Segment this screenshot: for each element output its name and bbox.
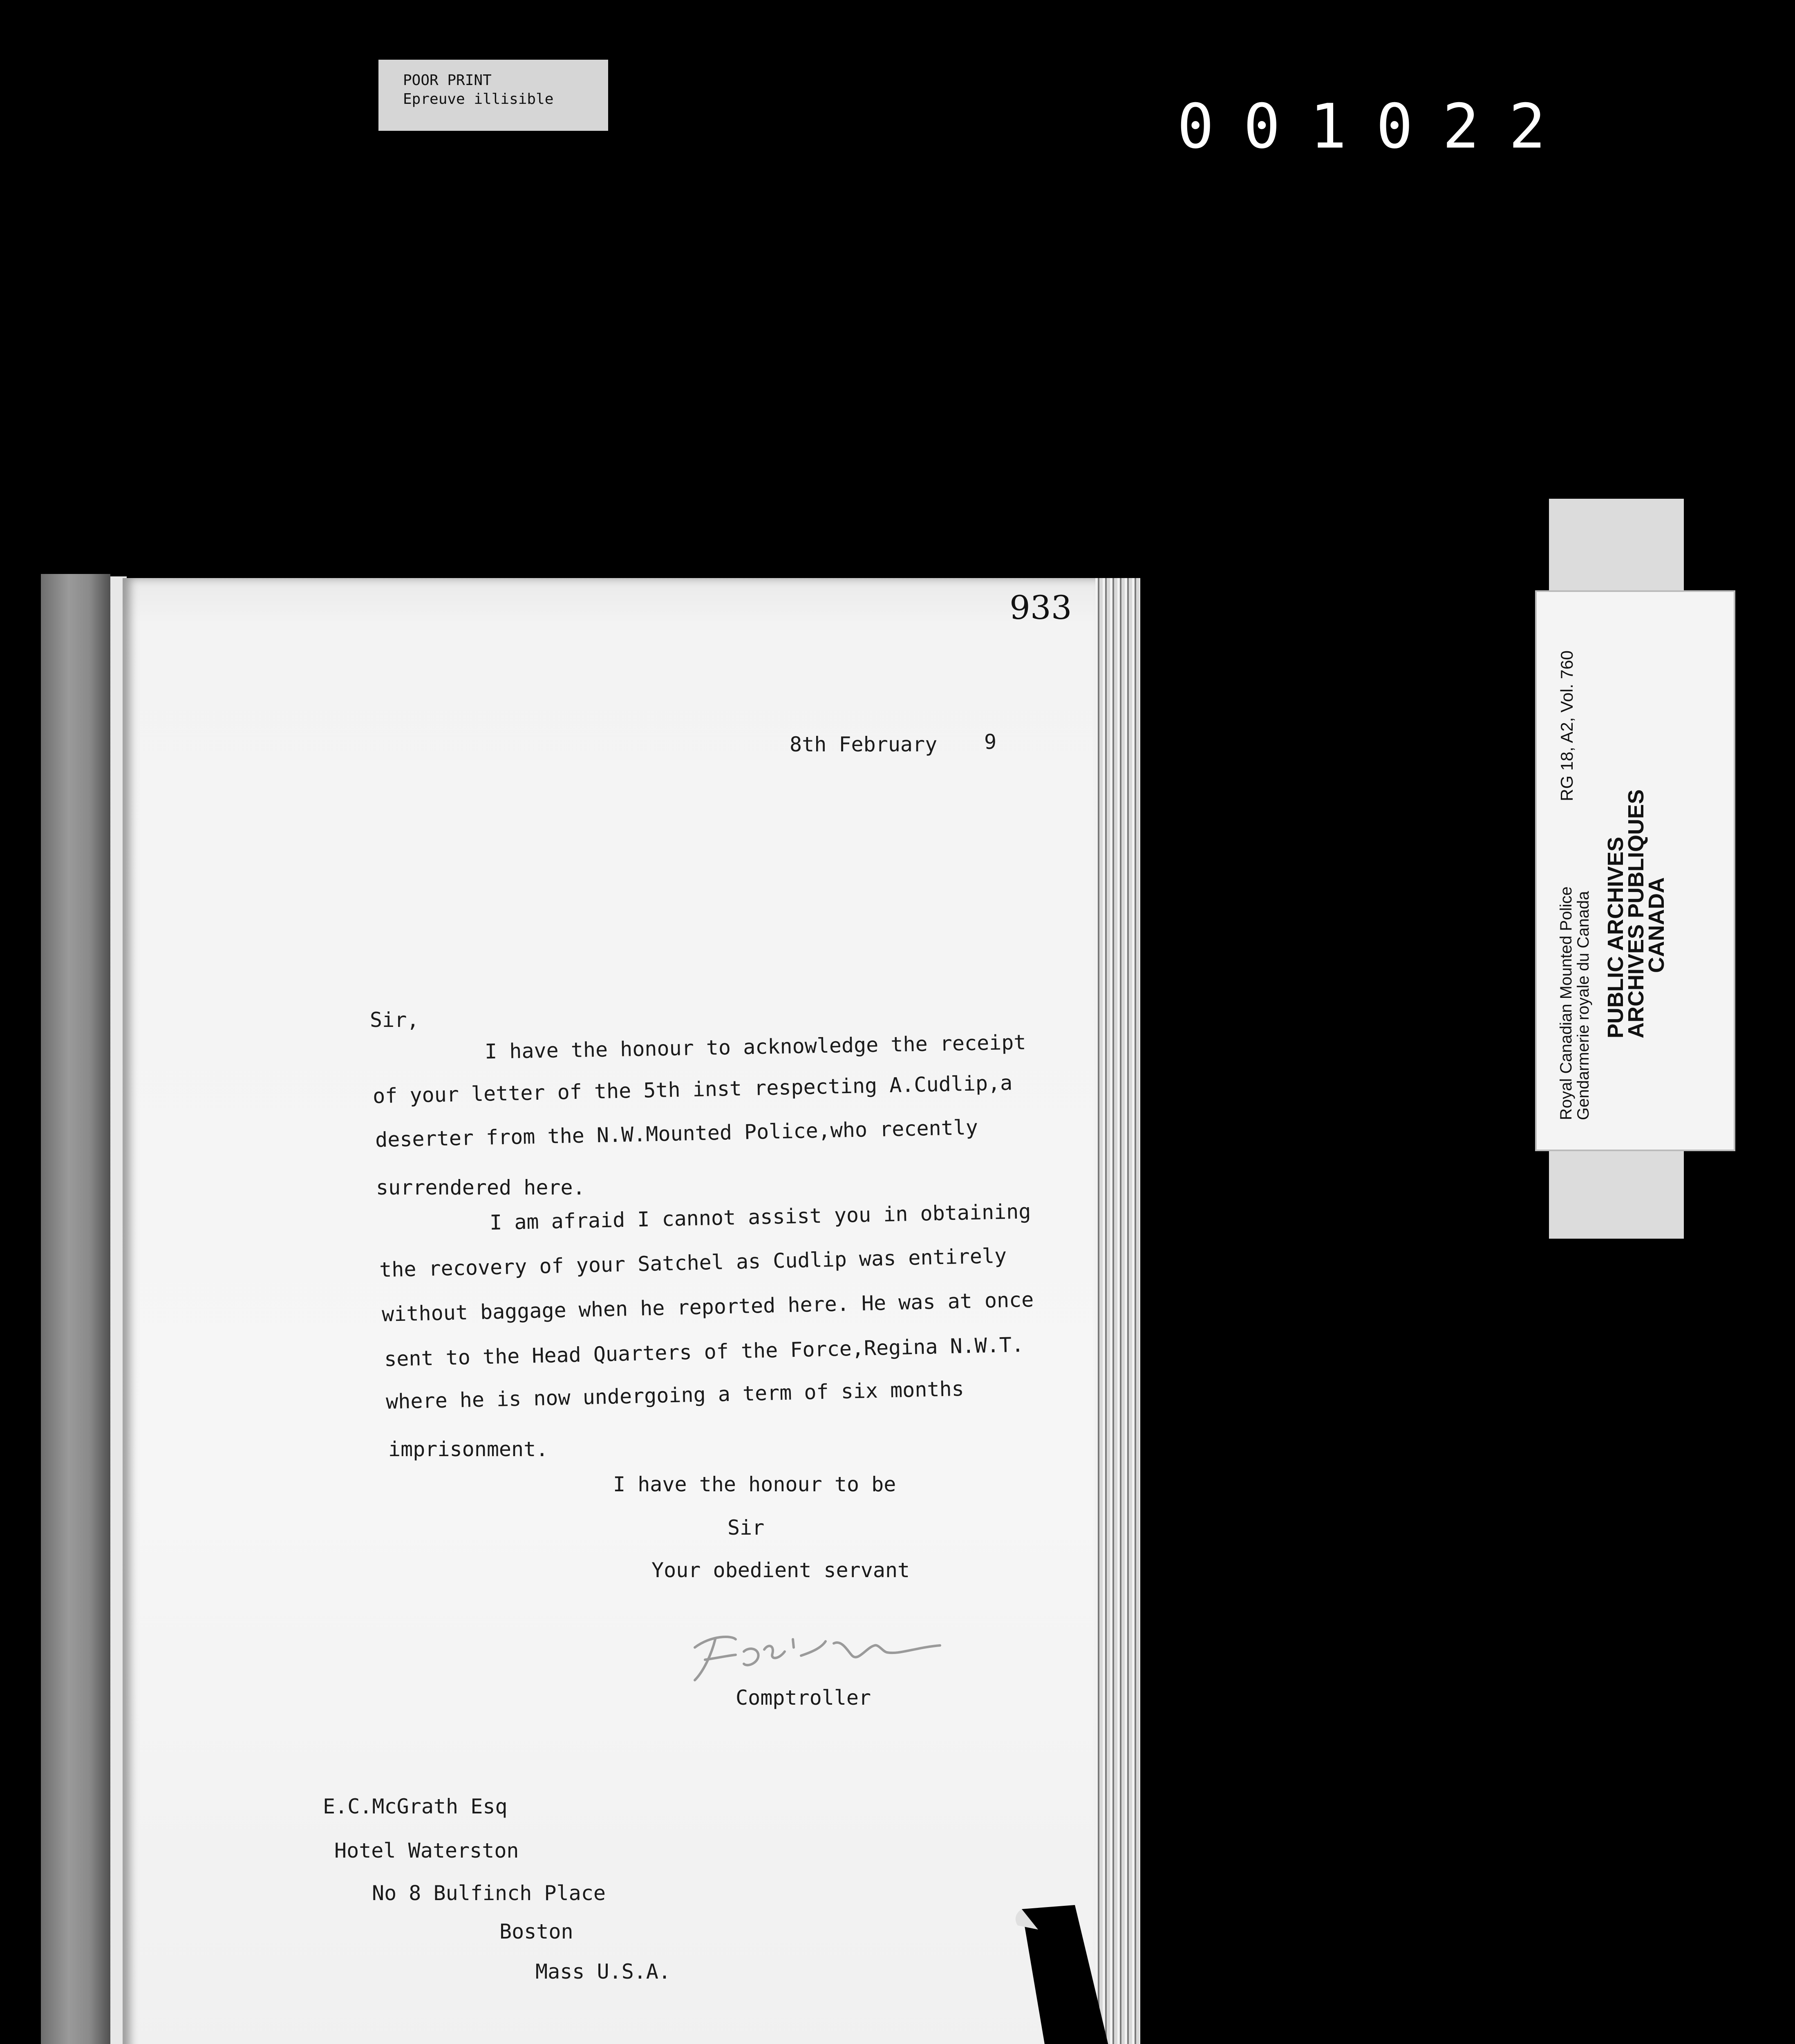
label-reference: RG 18, A2, Vol. 760	[1557, 650, 1576, 801]
label-rcmp: Royal Canadian Mounted Police	[1557, 886, 1575, 1120]
closing-line: Sir	[727, 1516, 765, 1540]
letter-year: 9	[984, 730, 997, 754]
folio-number: 933	[1009, 589, 1072, 627]
label-canada: CANADA	[1644, 877, 1669, 973]
body-line: I am afraid I cannot assist you in obtaining	[489, 1199, 1031, 1235]
address-line: No 8 Bulfinch Place	[372, 1881, 606, 1905]
body-line: the recovery of your Satchel as Cudlip was entirely	[379, 1244, 1007, 1282]
body-line: surrendered here.	[376, 1176, 585, 1199]
film-strip-edge	[41, 574, 110, 2044]
pen-icon	[1009, 1905, 1157, 2044]
label-public-archives: PUBLIC ARCHIVES	[1603, 836, 1628, 1038]
address-line: Hotel Waterston	[334, 1839, 519, 1862]
page-edge-stack	[1095, 578, 1140, 2044]
body-line: imprisonment.	[388, 1437, 548, 1461]
body-line: I have the honour to acknowledge the receipt	[484, 1030, 1026, 1064]
poor-print-stamp	[378, 60, 608, 131]
body-line: of your letter of the 5th inst respecting A.Cudlip,a	[372, 1071, 1013, 1108]
body-line: deserter from the N.W.Mounted Police,who recently	[375, 1115, 978, 1152]
stamp-line-2: Epreuve illisible	[403, 91, 554, 108]
handwritten-signature	[687, 1623, 956, 1688]
label-grc: Gendarmerie royale du Canada	[1574, 891, 1592, 1120]
frame-number: 001022	[1177, 91, 1575, 162]
closing-line: I have the honour to be	[613, 1472, 896, 1496]
closing-line: Your obedient servant	[651, 1558, 910, 1582]
salutation: Sir,	[370, 1008, 419, 1032]
address-line: E.C.McGrath Esq	[323, 1795, 508, 1818]
stamp-line-1: POOR PRINT	[403, 72, 492, 89]
address-line: Boston	[499, 1920, 573, 1943]
signature-title: Comptroller	[736, 1686, 871, 1710]
label-archives-publiques: ARCHIVES PUBLIQUES	[1624, 789, 1648, 1038]
letter-date: 8th February	[790, 733, 938, 756]
address-line: Mass U.S.A.	[535, 1960, 671, 1983]
body-line: where he is now undergoing a term of six months	[385, 1376, 965, 1414]
body-line: without baggage when he reported here. He was at once	[381, 1287, 1034, 1327]
body-line: sent to the Head Quarters of the Force,Regina N.W.T.	[384, 1333, 1024, 1371]
